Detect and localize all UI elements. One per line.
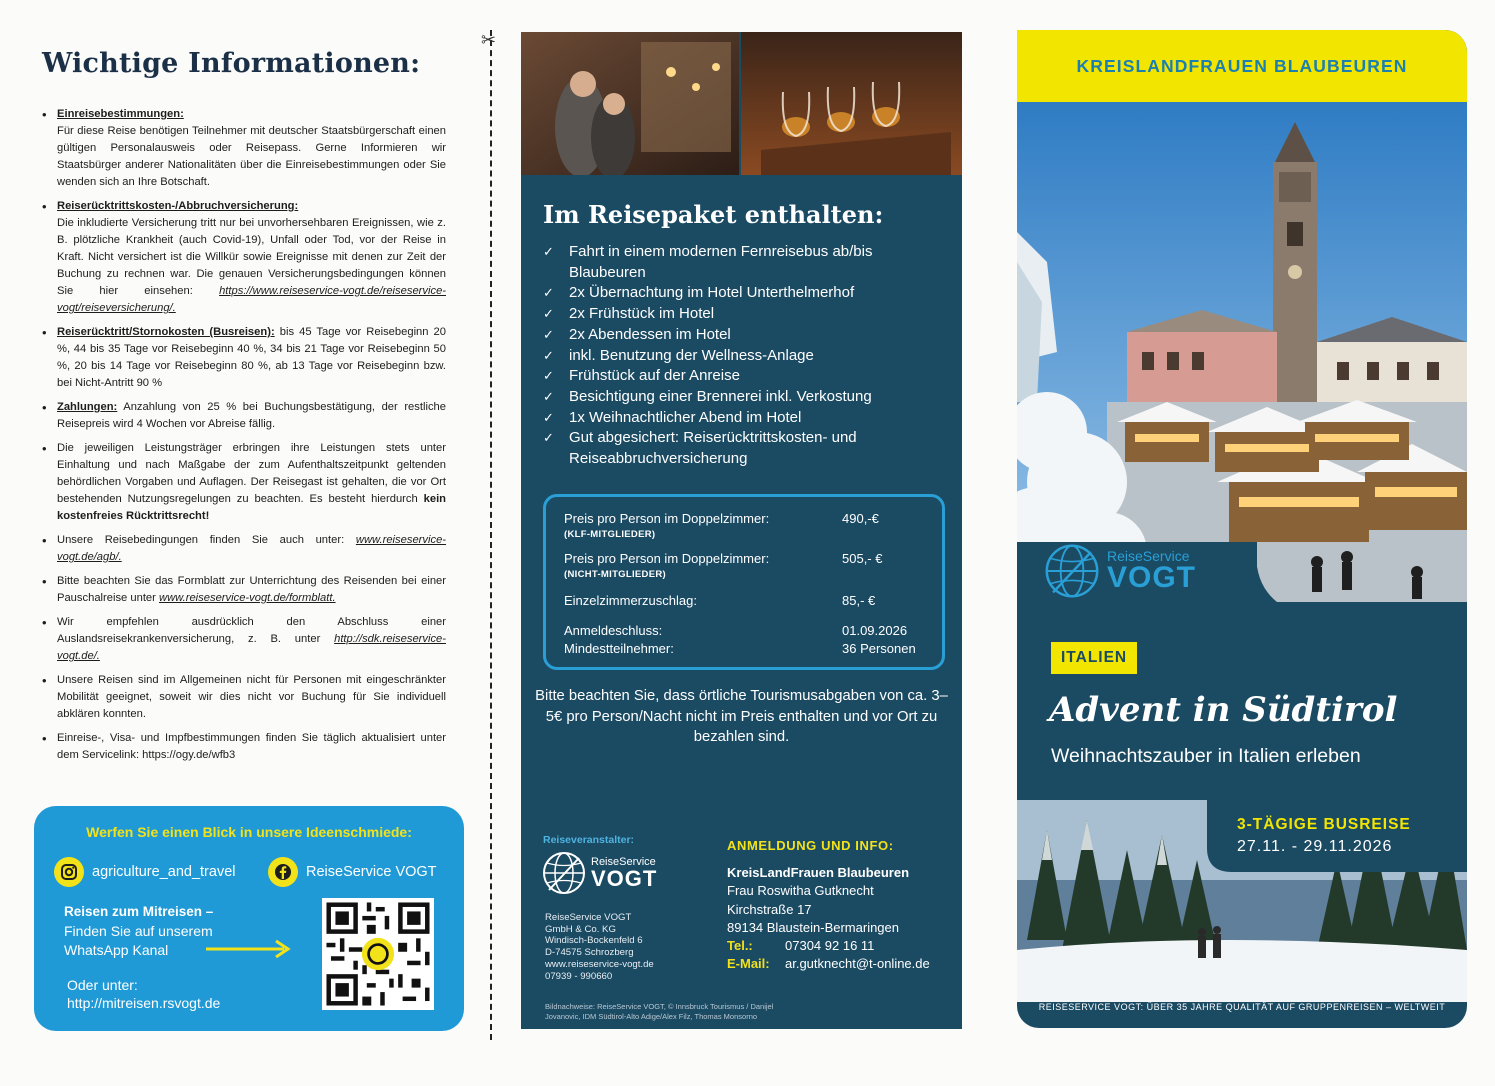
price-klf-label: Preis pro Person im Doppelzimmer: <box>564 511 770 526</box>
list-item: ✓ 2x Frühstück im Hotel <box>543 304 953 325</box>
deadline-value: 01.09.2026 <box>842 623 908 638</box>
list-item: • Zahlungen: Anzahlung von 25 % bei Buchungsbestätigung, der restliche Reisepreis wird 4 Wochen vor Abreise fällig. <box>40 399 446 433</box>
list-item: ✓ Frühstück auf der Anreise <box>543 366 953 387</box>
list-item: • Einreisebestimmungen: Für diese Reise benötigen Teilnehmer mit deutscher Staatsbürgerschaft einen gültigen Personalausweis oder Reisepass. Gerne Informieren wir Staatsbürger anderer Nationalitäten über die Einreisebestimmungen oder Sie wenden sich an Ihre Botschaft. <box>40 106 446 191</box>
price-box <box>543 494 945 670</box>
list-item: • Die jeweiligen Leistungsträger erbringen ihre Leistungen stets unter Einhaltung und nach Maßgabe der zum Aufenthaltszeitpunkt geltenden behördlichen Vorgaben und Auflagen. Der Reisegast ist gehalten, die vor Ort bestehenden Nutzungsregelungen zu beachten. Es besteht hierdurch kein kostenfreies Rücktrittsrecht! <box>40 440 446 525</box>
facebook-icon <box>268 857 298 887</box>
idea-box <box>34 806 464 1031</box>
price-klf-sub: (KLF-MITGLIEDER) <box>564 529 656 540</box>
inclusions-list <box>543 242 953 470</box>
mitreisen-text: Finden Sie auf unserem WhatsApp Kanal <box>64 923 213 958</box>
idea-heading: Werfen Sie einen Blick in unsere Ideenschmiede: <box>86 824 412 840</box>
single-room-label: Einzelzimmerzuschlag: <box>564 593 697 608</box>
scissors-icon: ✂ <box>481 30 497 50</box>
list-item: ✓ Fahrt in einem modernen Fernreisebus ab/bis Blaubeuren <box>543 243 873 281</box>
globe-icon <box>541 850 587 896</box>
package-panel <box>521 32 962 1029</box>
globe-icon <box>1043 542 1101 600</box>
list-item: • Bitte beachten Sie das Formblatt zur Unterrichtung des Reisenden bei einer Pauschalreise unter www.reiseservice-vogt.de/formblatt. <box>40 573 446 607</box>
mitreisen-url[interactable]: http://mitreisen.rsvogt.de <box>67 995 221 1011</box>
footer-tagline: REISESERVICE VOGT: ÜBER 35 JAHRE QUALITÄT AUF GRUPPENREISEN – WELTWEIT <box>1038 1002 1446 1012</box>
facebook-link[interactable]: ReiseService VOGT <box>268 857 437 887</box>
registration-heading: ANMELDUNG UND INFO: <box>727 838 894 853</box>
cover-panel <box>1017 30 1467 1028</box>
info-list <box>40 106 446 771</box>
price-non-sub: (NICHT-MITGLIEDER) <box>564 569 666 580</box>
list-item: ✓ inkl. Benutzung der Wellness-Anlage <box>543 346 953 367</box>
sterzing-tower-photo <box>1017 102 1467 602</box>
list-item: • Reiserücktritt/Stornokosten (Busreisen): bis 45 Tage vor Reisebeginn 20 %, 44 bis 35 Tage vor Reisebeginn 40 %, 34 bis 21 Tage vor Reisebeginn 50 %, 20 bis 14 Tage vor Reisebeginn 80 %, ab 13 Tage vor Reisebeginn bzw. bei Nicht-Antritt 90 % <box>40 324 446 392</box>
contact-phone[interactable]: 07304 92 16 11 <box>785 938 875 954</box>
list-item: ✓ 2x Abendessen im Hotel <box>543 325 953 346</box>
check-icon: ✓ <box>543 326 554 342</box>
list-item: • Unsere Reisebedingungen finden Sie auch unter: www.reiseservice-vogt.de/agb/. <box>40 532 446 566</box>
check-icon: ✓ <box>543 285 554 301</box>
sdk-link[interactable]: http://sdk.reiseservice-vogt.de/. <box>57 633 447 662</box>
organizer-address: ReiseService VOGT GmbH & Co. KG Windisch-Bockenfeld 6 D-74575 Schrozberg www.reiseservice-vogt.de 07939 - 990660 <box>545 912 654 982</box>
instagram-link[interactable]: agriculture_and_travel <box>54 857 235 887</box>
check-icon: ✓ <box>543 430 554 446</box>
image-credits: Bildnachweise: ReiseService VOGT, © Innsbruck Tourismus / Danijel Jovanovic, IDM Südtirol-Alto Adige/Alex Filz, Thomas Monsorno <box>545 1002 774 1021</box>
trip-duration: 3-TÄGIGE BUSREISE <box>1237 816 1411 833</box>
deadline-label: Anmeldeschluss: <box>564 623 663 638</box>
check-icon: ✓ <box>543 306 554 322</box>
mitreisen-heading: Reisen zum Mitreisen – <box>64 904 214 919</box>
min-participants-label: Mindestteilnehmer: <box>564 641 674 656</box>
package-title: Im Reisepaket enthalten: <box>543 200 884 229</box>
organizer-label: Reiseveranstalter: <box>543 834 635 846</box>
check-icon: ✓ <box>543 388 554 404</box>
whatsapp-qr-code[interactable] <box>322 898 434 1010</box>
price-non-value: 505,- € <box>842 551 883 566</box>
list-item: • Reiserücktrittskosten-/Abbruchversicherung: Die inkludierte Versicherung tritt nur bei unvorhersehbaren Ereignissen, wie z. B. plötzliche Krankheit (auch Covid-19), Unfall oder Tod, vor der Reise in Kraft. Nicht versichert ist die Willkür sowie Ereignisse mit denen zur Zeit der Buchung zu rechnen war. Die genauen Versicherungsbedingungen können Sie hier einsehen: https://www.reiseservice-vogt.de/reiseservice-vogt/reiseversicherung/. <box>40 198 446 317</box>
check-icon: ✓ <box>543 244 554 259</box>
cut-line <box>490 30 492 1040</box>
min-participants-value: 36 Personen <box>842 641 916 656</box>
list-item: ✓ Gut abgesichert: Reiserücktrittskosten- und Reiseabbruchversicherung <box>543 429 857 468</box>
formblatt-link[interactable]: www.reiseservice-vogt.de/formblatt. <box>159 592 336 604</box>
tourism-tax-note: Bitte beachten Sie, dass örtliche Tourismusabgaben von ca. 3–5€ pro Person/Nacht nicht im Preis enthalten und vor Ort zu bezahlen sind. <box>535 688 948 745</box>
single-room-value: 85,- € <box>842 593 876 608</box>
list-item: ✓ 2x Übernachtung im Hotel Unterthelmerhof <box>543 283 953 304</box>
arrow-right-icon <box>206 938 296 960</box>
vogt-logo: ReiseService VOGT <box>541 850 657 896</box>
trip-dates: 27.11. - 29.11.2026 <box>1237 838 1393 855</box>
list-item: • Einreise-, Visa- und Impfbestimmungen finden Sie täglich aktualisiert unter dem Servicelink: https://ogy.de/wfb3 <box>40 730 446 764</box>
organizer-website[interactable]: www.reiseservice-vogt.de <box>545 958 654 970</box>
list-item: • Wir empfehlen ausdrücklich den Abschluss einer Auslandsreisekrankenversicherung, z. B. unter http://sdk.reiseservice-vogt.de/. <box>40 614 446 665</box>
check-icon: ✓ <box>543 347 554 363</box>
agb-link[interactable]: www.reiseservice-vogt.de/agb/. <box>57 534 447 563</box>
vogt-logo: ReiseService VOGT <box>1043 542 1196 600</box>
trip-subtitle: Weihnachtszauber in Italien erleben <box>1051 745 1361 767</box>
check-icon: ✓ <box>543 368 554 384</box>
list-item: • Unsere Reisen sind im Allgemeinen nicht für Personen mit eingeschränkter Mobilität geeignet, soweit wir dies nicht vor Buchung für Sie individuell abklären konnten. <box>40 672 446 723</box>
check-icon: ✓ <box>543 409 554 425</box>
price-non-label: Preis pro Person im Doppelzimmer: <box>564 551 770 566</box>
list-item: ✓ 1x Weihnachtlicher Abend im Hotel <box>543 408 953 429</box>
registration-contact: KreisLandFrauen Blaubeuren Frau Roswitha Gutknecht Kirchstraße 17 89134 Blaustein-Bermaringen Tel.: 07304 92 16 11 E-Mail: ar.gutknecht@t-online.de <box>727 865 930 972</box>
list-item: ✓ Besichtigung einer Brennerei inkl. Verkostung <box>543 387 953 408</box>
oder-unter: Oder unter: http://mitreisen.rsvogt.de <box>67 977 221 1011</box>
contact-email[interactable]: ar.gutknecht@t-online.de <box>785 956 930 972</box>
christmas-market-photos <box>521 32 962 175</box>
country-badge: ITALIEN <box>1051 642 1137 674</box>
insurance-link[interactable]: https://www.reiseservice-vogt.de/reiseservice-vogt/reiseversicherung/. <box>57 285 447 314</box>
organization-name: KREISLANDFRAUEN BLAUBEUREN <box>1076 56 1408 76</box>
trip-title: Advent in Südtirol <box>1049 690 1398 730</box>
organizer-phone[interactable]: 07939 - 990660 <box>545 970 613 982</box>
instagram-icon <box>54 857 84 887</box>
info-title: Wichtige Informationen: <box>42 48 421 79</box>
price-klf-value: 490,-€ <box>842 511 879 526</box>
